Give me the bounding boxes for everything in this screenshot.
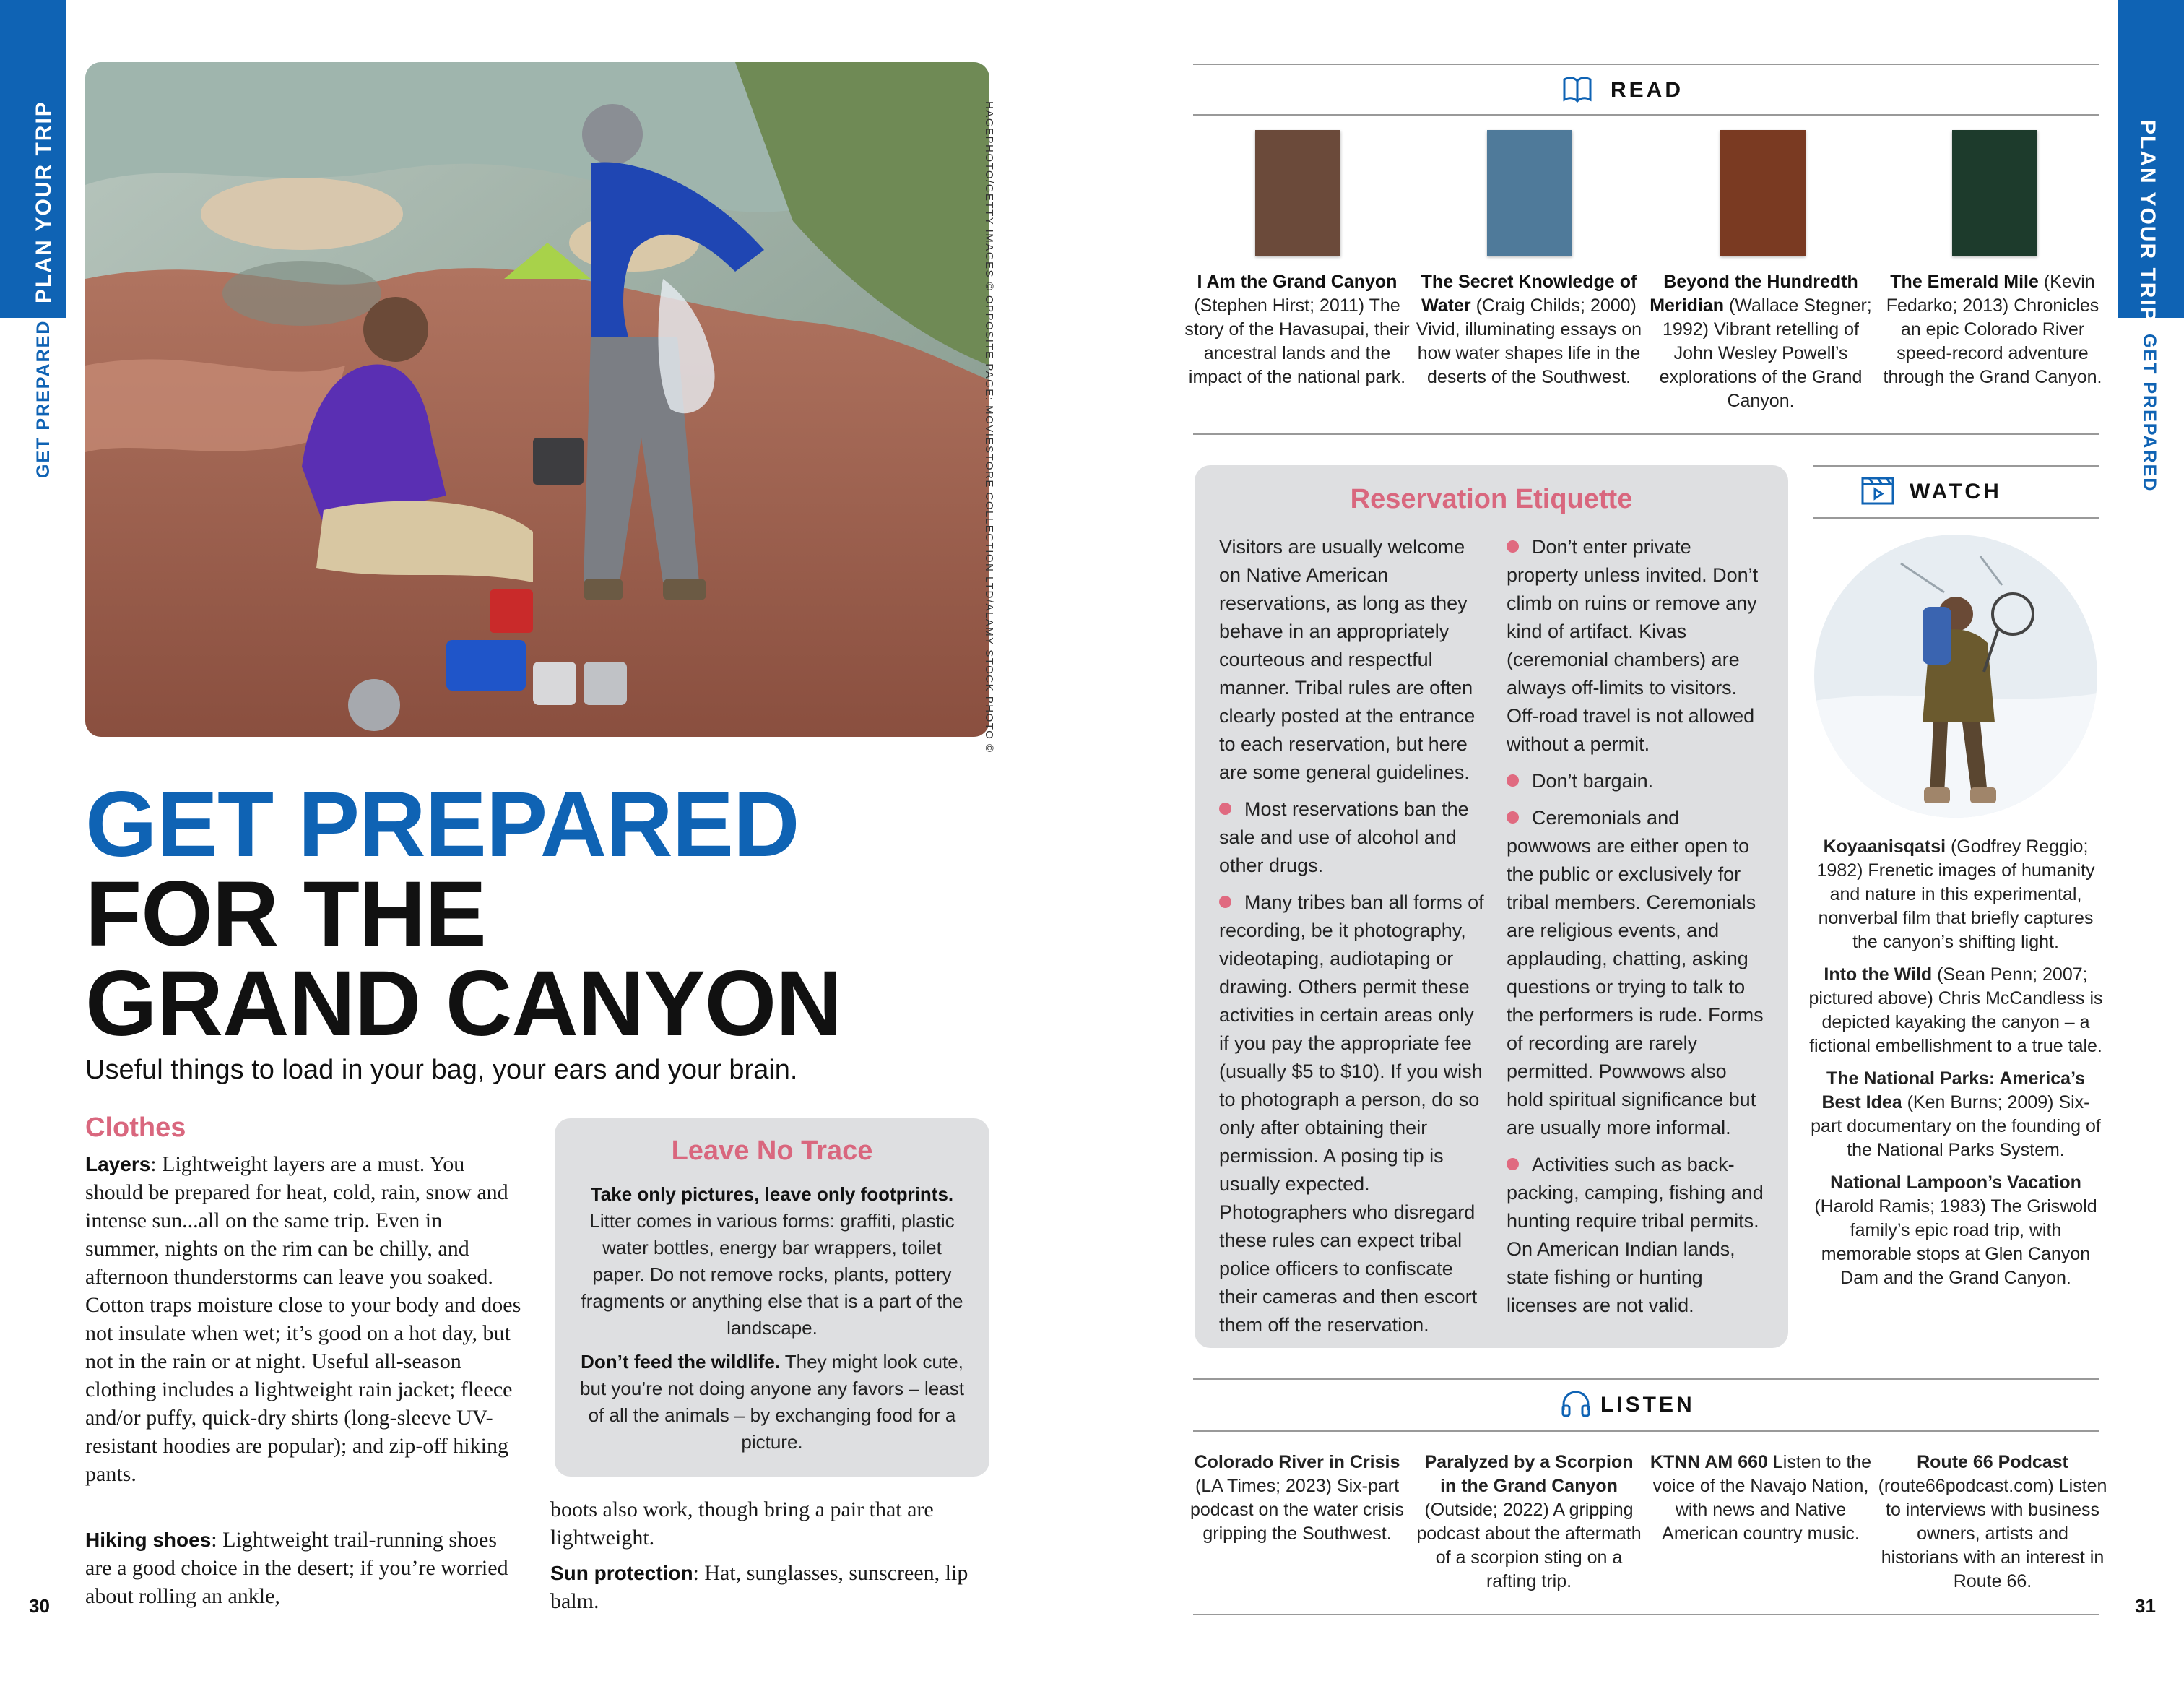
book-entry-2	[1414, 270, 1644, 389]
left-subsection-label: GET PREPARED	[33, 319, 53, 478]
podcast-entry-1	[1182, 1451, 1412, 1546]
right-section-tab-label: PLAN YOUR TRIP	[2136, 120, 2159, 323]
podcast-entry-3	[1646, 1451, 1876, 1546]
film-title: Koyaanisqatsi	[1823, 837, 1946, 857]
bullet-icon	[1219, 803, 1231, 815]
clapperboard-icon	[1860, 474, 1895, 509]
book-entry-1	[1182, 270, 1412, 389]
leave-no-trace-p1-text: Litter comes in various forms: graffiti, plastic water bottles, energy bar wrappers, toilet paper. Do not remove rocks, plants, pottery fragments or anything else that is a part of the landscape.	[581, 1210, 963, 1339]
book-description: (Stephen Hirst; 2011) The story of the Havasupai, their ancestral lands and the impact of the national park.	[1184, 295, 1410, 387]
bullet-icon	[1507, 540, 1519, 553]
read-bottom-rule	[1193, 433, 2099, 435]
watch-list	[1808, 835, 2103, 1299]
podcast-description: (LA Times; 2023) Six-part podcast on the water crisis gripping the Southwest.	[1190, 1476, 1404, 1544]
etiquette-bullet	[1219, 889, 1486, 1339]
listen-top-rule	[1193, 1378, 2099, 1380]
book-description: (Wallace Stegner; 1992) Vibrant retelling of John Wesley Powell’s explorations of the Grand Canyon.	[1659, 295, 1872, 411]
into-the-wild-still-photo	[1814, 535, 2097, 818]
etiquette-bullet	[1507, 1151, 1767, 1320]
film-description: (Sean Penn; 2007; pictured above) Chris McCandless is depicted kayaking the canyon – a fictional embellishment to a true tale.	[1808, 964, 2103, 1056]
page-number-right: 31	[2135, 1595, 2156, 1617]
photo-illustration	[85, 62, 989, 737]
book-entry-4	[1878, 270, 2107, 389]
etiquette-intro: Visitors are usually welcome on Native American reservations, as long as they behave in an appropriately courteous and respectful manner. Tribal rules are often clearly posted at the entrance to each reservation, but here are some general guidelines.	[1219, 536, 1476, 783]
book-icon	[1561, 75, 1593, 108]
leave-no-trace-p2-text: They might look cute, but you’re not doing anyone any favors – least of all the animals – by exchanging food for a picture.	[580, 1351, 964, 1453]
book-cover	[1255, 130, 1340, 256]
headline-line-1: GET PREPARED	[85, 773, 800, 876]
etiquette-bullet	[1507, 533, 1767, 759]
bullet-icon	[1507, 811, 1519, 824]
watch-entry	[1808, 1171, 2103, 1290]
etiquette-right-column	[1507, 533, 1767, 1328]
podcast-entry-2	[1414, 1451, 1644, 1594]
film-description: (Ken Burns; 2009) Six-part documentary on the founding of the National Parks System.	[1811, 1092, 2101, 1160]
watch-entry	[1808, 835, 2103, 954]
film-title: National Lampoon’s Vacation	[1830, 1172, 2081, 1193]
bullet-text: Most reservations ban the sale and use of alcohol and other drugs.	[1219, 798, 1469, 876]
sun-text: : Hat, sunglasses, sunscreen, lip balm.	[550, 1561, 968, 1613]
clothes-layers-paragraph	[85, 1150, 521, 1488]
book-cover	[1487, 130, 1572, 256]
film-title: Into the Wild	[1824, 964, 1933, 985]
headline-line-3: GRAND CANYON	[85, 952, 842, 1055]
watch-title: WATCH	[1910, 480, 2002, 504]
leave-no-trace-p1-bold: Take only pictures, leave only footprints.	[590, 1183, 954, 1205]
shoes-continued: boots also work, though bring a pair that are lightweight.	[550, 1498, 934, 1550]
sun-label: Sun protection	[550, 1562, 693, 1584]
podcast-title: Paralyzed by a Scorpion in the Grand Canyon	[1424, 1452, 1634, 1496]
listen-bottom-rule	[1193, 1614, 2099, 1615]
page-number-left: 30	[29, 1595, 50, 1617]
podcast-title: KTNN AM 660	[1650, 1452, 1768, 1472]
book-title: The Secret Knowledge of Water	[1421, 272, 1637, 316]
book-description: (Craig Childs; 2000) Vivid, illuminating essays on how water shapes life in the deserts of the Southwest.	[1416, 295, 1642, 387]
podcast-title: Route 66 Podcast	[1917, 1452, 2068, 1472]
bullet-text: Many tribes ban all forms of recording, be it photography, videotaping, audiotaping or drawing. Others permit these activities in certain areas only if you pay the appropriate fee (usually $5 to $10). If you wish to photograph a person, do so only after obtaining their permission. A posing tip is usually expected. Photographers who disregard these rules can expect tribal police officers to confiscate their cameras and then escort them off the reservation.	[1219, 891, 1484, 1336]
bullet-text: Ceremonials and powwows are either open to the public or exclusively for tribal members. Ceremonials are religious events, and applauding, chatting, asking questions or trying to talk to the performers is rude. Forms of recording are rarely permitted. Powwows also hold spiritual significance but are usually more informal.	[1507, 807, 1764, 1138]
podcast-description: Listen to the voice of the Navajo Nation, with news and Native American country music.	[1652, 1452, 1872, 1544]
podcast-description: (Outside; 2022) A gripping podcast about the aftermath of a scorpion sting on a rafting trip.	[1416, 1500, 1642, 1591]
headphones-icon	[1560, 1388, 1592, 1422]
book-title: The Emerald Mile	[1890, 272, 2039, 292]
layers-text: : Lightweight layers are a must. You should be prepared for heat, cold, rain, snow and intense sun...all on the same trip. Even in summer, nights on the rim can be chilly, and afternoon thunderstorms can leave you soaked. Cotton traps moisture close to your body and does not insulate when wet; it’s good on a hot day, but not in the rain or at night. Useful all-season clothing includes a lightweight rain jacket; fleece and/or puffy, quick-dry shirts (long-sleeve UV-resistant hoodies are popular); and zip-off hiking pants.	[85, 1152, 521, 1486]
book-entry-3	[1646, 270, 1876, 413]
book-description: (Kevin Fedarko; 2013) Chronicles an epic Colorado River speed-record adventure through the Grand Canyon.	[1883, 272, 2102, 387]
read-top-rule	[1193, 64, 2099, 65]
book-cover	[1952, 130, 2037, 256]
bullet-icon	[1219, 896, 1231, 908]
bullet-text: Don’t enter private property unless invited. Don’t climb on ruins or remove any kind of artifact. Kivas (ceremonial chambers) are always off-limits to visitors. Off-road travel is not allowed without a permit.	[1507, 536, 1759, 755]
watch-entry	[1808, 1067, 2103, 1162]
watch-title-rule	[1813, 517, 2099, 519]
watch-top-rule	[1813, 465, 2099, 467]
right-subsection-label: GET PREPARED	[2139, 334, 2159, 493]
hikers-filtering-water-photo	[85, 62, 989, 737]
etiquette-bullet	[1507, 804, 1767, 1142]
read-title: READ	[1611, 78, 1684, 102]
shoes-text: : Lightweight trail-running shoes are a good choice in the desert; if you’re worried about rolling an ankle,	[85, 1528, 508, 1608]
etiquette-title: Reservation Etiquette	[1350, 484, 1633, 514]
leave-no-trace-p2-bold: Don’t feed the wildlife.	[581, 1351, 781, 1373]
listen-title-rule	[1193, 1430, 2099, 1432]
book-cover	[1720, 130, 1806, 256]
sun-protection-paragraph	[550, 1559, 998, 1615]
reservation-etiquette-box	[1195, 465, 1788, 1348]
layers-label: Layers	[85, 1153, 151, 1175]
book-title: Beyond the Hundredth Meridian	[1650, 272, 1858, 316]
book-title: I Am the Grand Canyon	[1197, 272, 1398, 292]
leave-no-trace-title: Leave No Trace	[671, 1136, 873, 1166]
podcast-description: (route66podcast.com) Listen to interviews with business owners, artists and historians with an interest in Route 66.	[1878, 1476, 2107, 1591]
listen-title: LISTEN	[1600, 1393, 1695, 1417]
bullet-icon	[1507, 1158, 1519, 1170]
headline-line-2: FOR THE	[85, 863, 486, 966]
read-title-rule	[1193, 114, 2099, 116]
shoes-label: Hiking shoes	[85, 1529, 212, 1551]
film-title: The National Parks: America’s Best Idea	[1821, 1068, 2085, 1112]
clothes-shoes-paragraph	[85, 1526, 521, 1610]
leave-no-trace-box	[555, 1118, 989, 1477]
leave-no-trace-p1	[576, 1181, 968, 1341]
podcast-entry-4	[1878, 1451, 2107, 1594]
podcast-title: Colorado River in Crisis	[1194, 1452, 1400, 1472]
leave-no-trace-p2	[576, 1349, 968, 1456]
bullet-text: Don’t bargain.	[1532, 770, 1654, 792]
bullet-icon	[1507, 774, 1519, 787]
film-description: (Godfrey Reggio; 1982) Frenetic images of humanity and nature in this experimental, nonverbal film that briefly captures the canyon’s shifting light.	[1816, 837, 2095, 952]
etiquette-bullet	[1219, 795, 1486, 880]
left-section-tab-label: PLAN YOUR TRIP	[32, 100, 56, 303]
etiquette-bullet	[1507, 767, 1767, 795]
watch-entry	[1808, 963, 2103, 1058]
bullet-text: Activities such as back-packing, camping, fishing and hunting require tribal permits. On American Indian lands, state fishing or hunting licenses are not valid.	[1507, 1154, 1764, 1316]
headline-subtitle: Useful things to load in your bag, your ears and your brain.	[85, 1055, 798, 1085]
film-description: (Harold Ramis; 1983) The Griswold family’s epic road trip, with memorable stops at Glen Canyon Dam and the Grand Canyon.	[1814, 1196, 2097, 1288]
clothes-heading: Clothes	[85, 1112, 186, 1143]
photo-credit: HAGEPHOTO/GETTY IMAGES © OPPOSITE PAGE: MOVIESTORE COLLECTION LTD/ALAMY STOCK PHOTO ©	[983, 101, 995, 753]
etiquette-left-column	[1219, 533, 1486, 1348]
